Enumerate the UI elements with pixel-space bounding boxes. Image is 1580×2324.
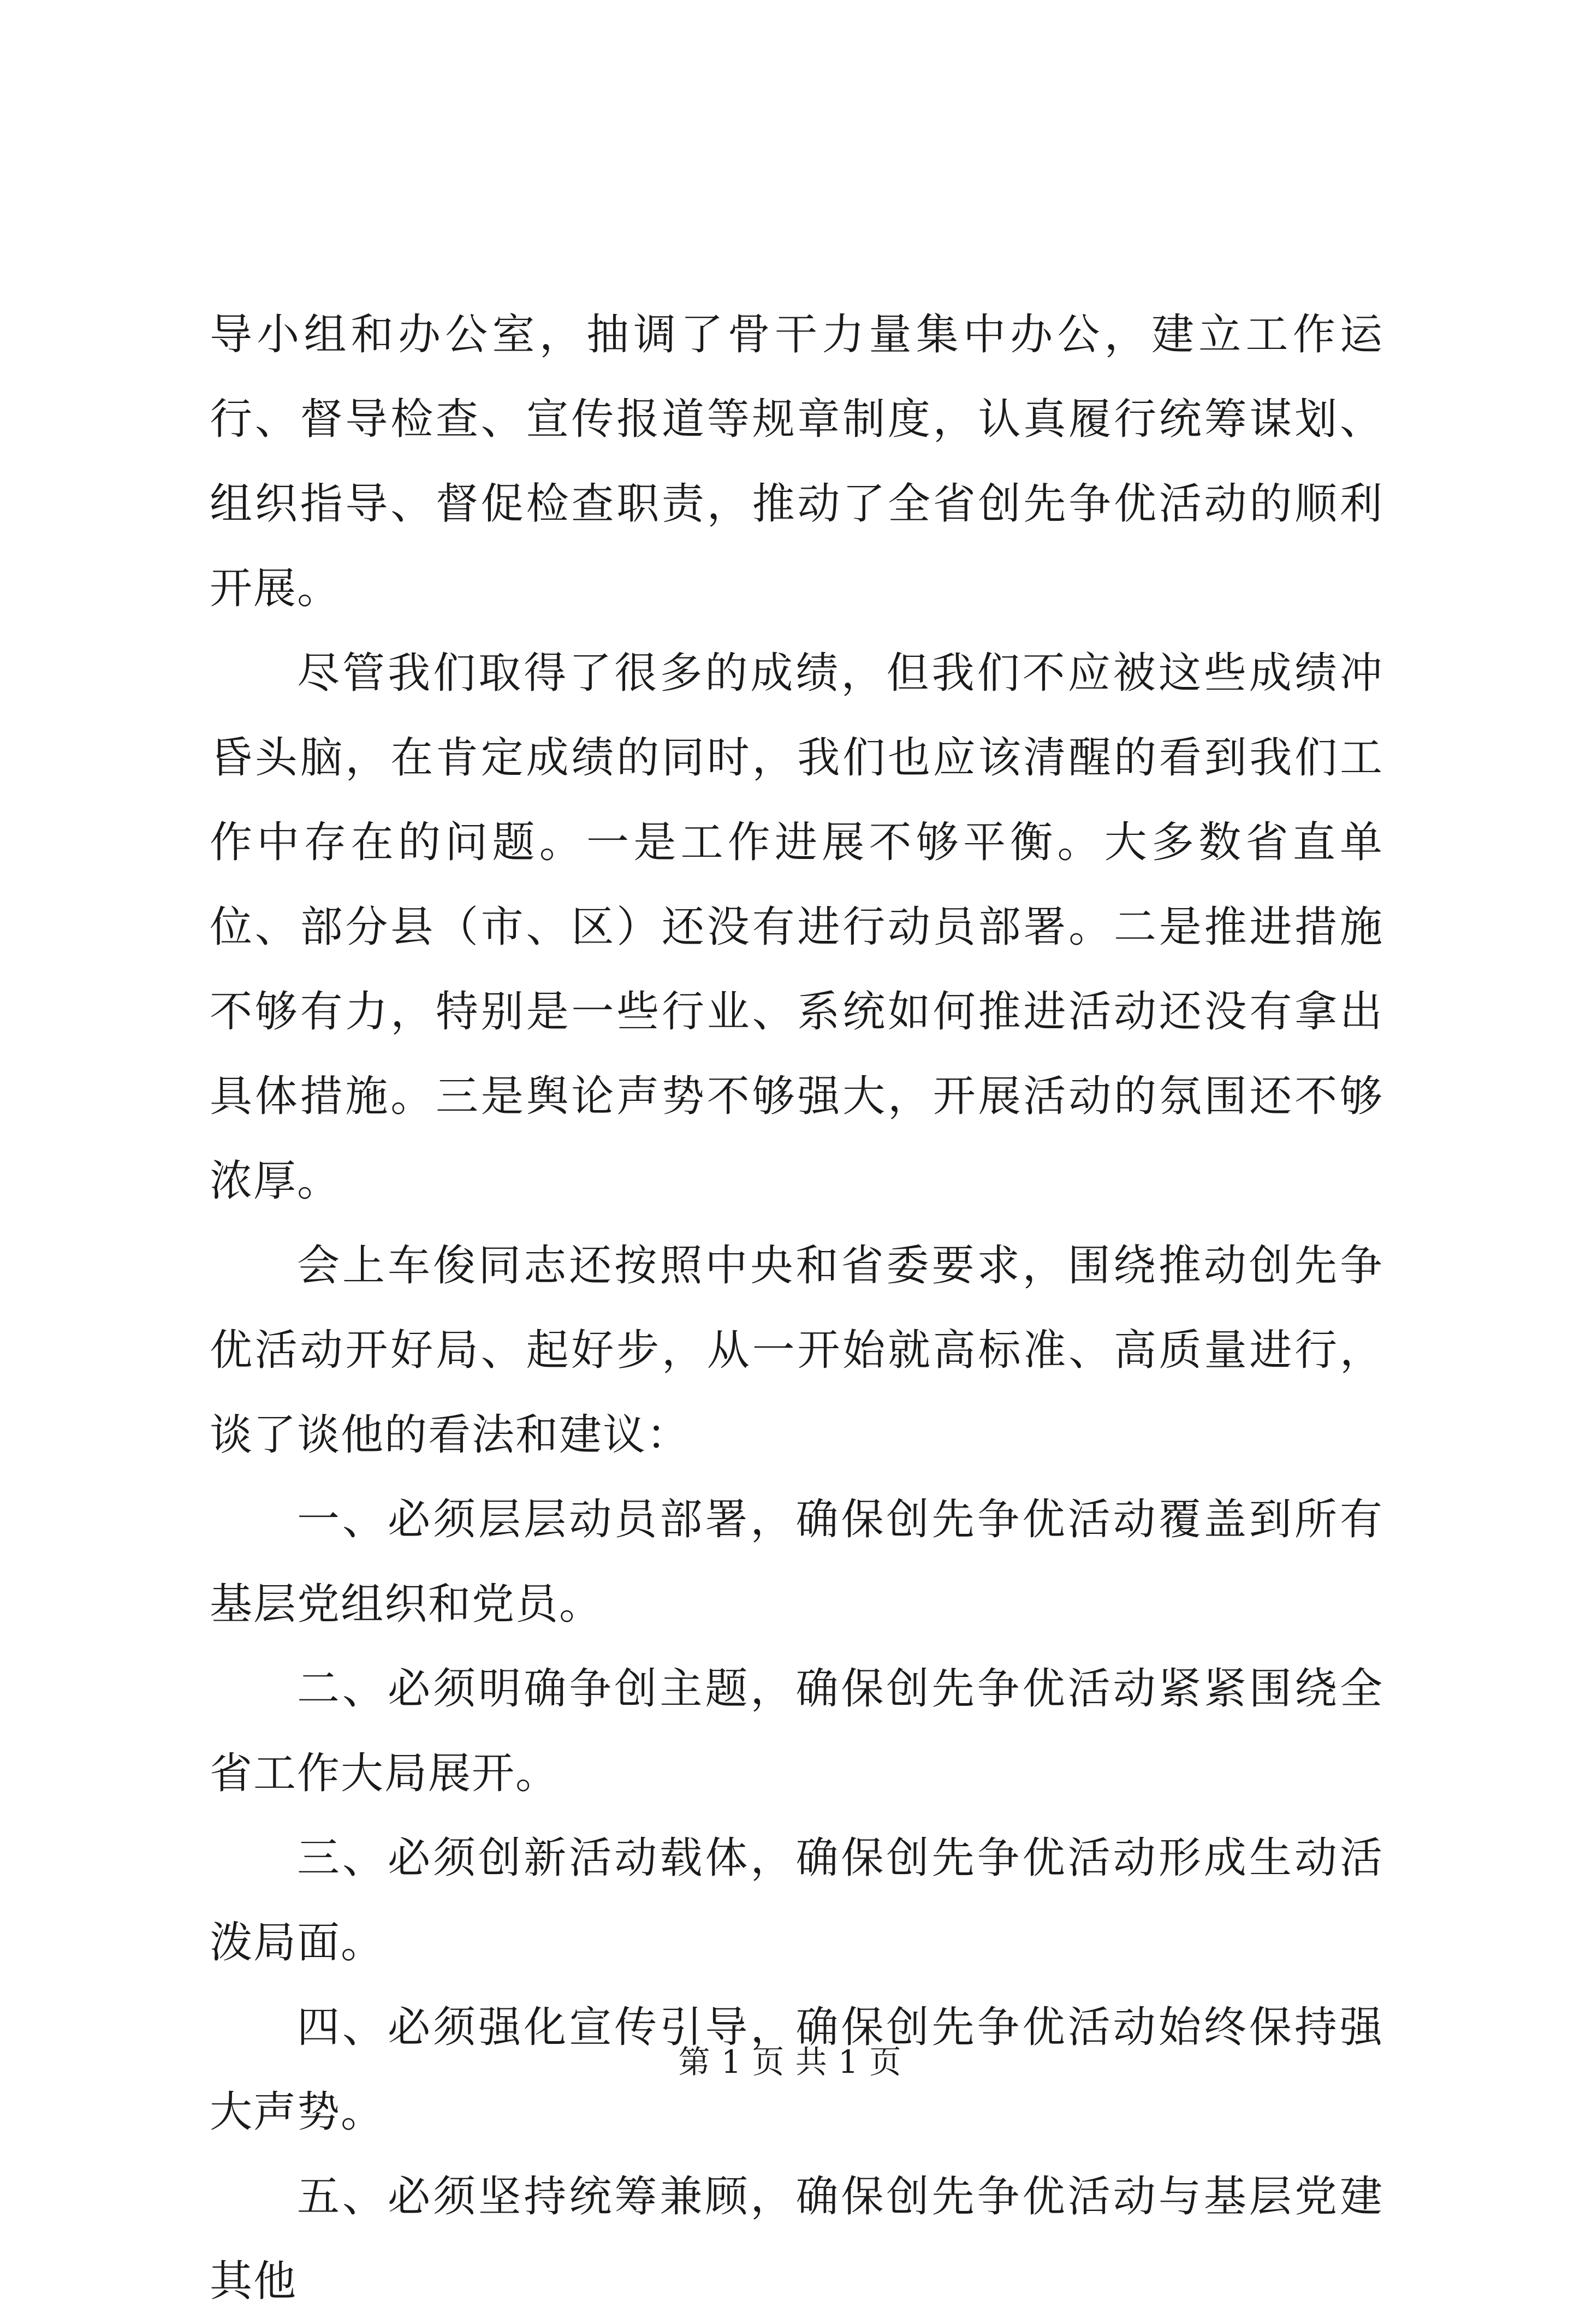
paragraph-problems: 尽管我们取得了很多的成绩，但我们不应被这些成绩冲昏头脑，在肯定成绩的同时，我们也应该清醒的看到我们工作中存在的问题。一是工作进展不够平衡。大多数省直单位、部分县（市、区）还没有进行动员部署。二是推进措施不够有力，特别是一些行业、系统如何推进活动还没有拿出具体措施。三是舆论声势不够强大，开展活动的氛围还不够浓厚。	[210, 649, 1383, 1206]
document-body	[210, 293, 1383, 2324]
paragraph-point-2: 二、必须明确争创主题，确保创先争优活动紧紧围绕全省工作大局展开。	[210, 1664, 1383, 1798]
paragraph-point-3: 三、必须创新活动载体，确保创先争优活动形成生动活泼局面。	[210, 1834, 1383, 1967]
paragraph-suggestions-intro: 会上车俊同志还按照中央和省委要求，围绕推动创先争优活动开好局、起好步，从一开始就高标准、高质量进行，谈了谈他的看法和建议：	[210, 1241, 1383, 1460]
page-number-footer: 第 1 页 共 1 页	[678, 2043, 902, 2080]
paragraph-point-1: 一、必须层层动员部署，确保创先争优活动覆盖到所有基层党组织和党员。	[210, 1495, 1383, 1629]
paragraph-point-4: 四、必须强化宣传引导，确保创先争优活动始终保持强大声势。	[210, 2003, 1383, 2137]
paragraph-continued: 导小组和办公室，抽调了骨干力量集中办公，建立工作运行、督导检查、宣传报道等规章制度，认真履行统筹谋划、组织指导、督促检查职责，推动了全省创先争优活动的顺利开展。	[210, 310, 1383, 613]
paragraph-point-5: 五、必须坚持统筹兼顾，确保创先争优活动与基层党建其他	[210, 2172, 1383, 2306]
